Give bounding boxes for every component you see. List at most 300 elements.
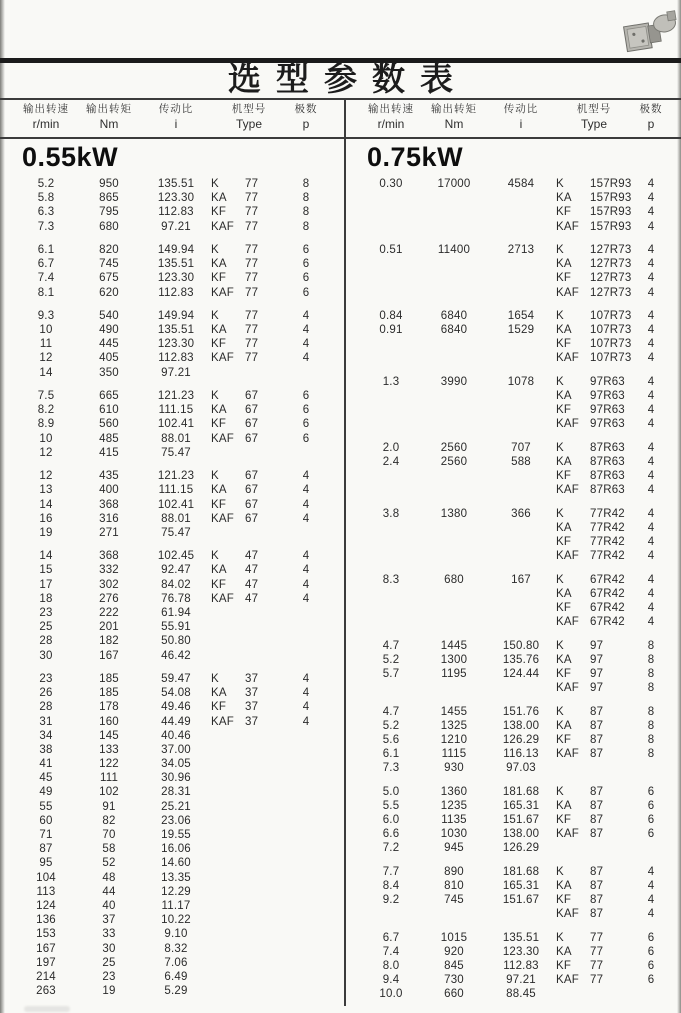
ratio-cell: 121.23: [157, 390, 195, 402]
type-cell: [211, 620, 245, 634]
table-row: [0, 417, 345, 431]
speed-cell: [360, 907, 422, 921]
table-row: [345, 257, 681, 271]
speed-cell: 95: [39, 857, 53, 870]
size-cell: [245, 842, 287, 856]
size-cell: 127R73: [590, 286, 632, 299]
speed-cell: 19: [39, 526, 53, 539]
size-cell: 37: [245, 715, 259, 728]
ratio-cell: 12.29: [161, 885, 191, 898]
type-cell: KF: [556, 667, 572, 680]
table-row: [345, 507, 681, 521]
table-row: [345, 799, 681, 813]
torque-cell: [422, 907, 486, 921]
speed-cell: 4.7: [382, 705, 400, 718]
table-row: [0, 592, 345, 606]
ratio-cell: 165.31: [502, 879, 540, 892]
torque-cell: 30: [102, 942, 116, 955]
ratio-cell: 112.83: [158, 286, 194, 299]
poles-cell: 6: [647, 931, 655, 944]
speed-cell: 7.4: [382, 945, 400, 958]
size-cell: [245, 446, 287, 460]
poles-cell: 4: [302, 338, 310, 351]
speed-cell: 55: [39, 800, 53, 813]
size-cell: 77R42: [590, 521, 625, 534]
torque-cell: 920: [444, 945, 464, 958]
table-row: [345, 601, 681, 615]
torque-cell: 680: [444, 573, 464, 586]
poles-cell: 4: [647, 338, 655, 351]
torque-cell: 730: [444, 974, 464, 987]
ratio-cell: 28.31: [161, 786, 191, 799]
torque-cell: 222: [99, 607, 119, 619]
type-cell: KA: [556, 799, 572, 812]
table-row: [345, 973, 681, 987]
size-cell: 97: [590, 682, 604, 695]
type-cell: KAF: [211, 286, 234, 299]
size-cell: 77: [245, 272, 259, 285]
speed-cell: 5.6: [382, 733, 400, 746]
size-cell: [245, 743, 287, 757]
table-row: [0, 913, 345, 927]
speed-cell: 31: [39, 715, 53, 728]
page-title: 选型参数表: [228, 60, 468, 97]
poles-cell: 6: [302, 404, 310, 417]
size-cell: 97R63: [590, 375, 625, 388]
type-cell: KAF: [556, 220, 579, 233]
speed-cell: 6.6: [382, 828, 400, 841]
size-cell: 97R63: [590, 404, 625, 417]
ratio-cell: 150.80: [502, 639, 540, 652]
ratio-cell: 138.00: [502, 719, 540, 732]
poles-cell: 4: [647, 178, 655, 190]
torque-cell: 133: [99, 743, 119, 756]
row-group: [345, 865, 681, 922]
speed-cell: 5.0: [382, 785, 400, 798]
poles-cell: [632, 987, 670, 1001]
size-cell: [245, 828, 287, 842]
poles-cell: [632, 761, 670, 775]
poles-cell: 4: [647, 404, 655, 417]
torque-cell: 185: [99, 672, 119, 685]
type-cell: [556, 841, 590, 855]
size-cell: 97R63: [590, 390, 625, 402]
header-torque-unit: Nm: [99, 117, 119, 131]
table-row: [345, 747, 681, 761]
torque-cell: 185: [99, 687, 119, 700]
table-row: [0, 469, 345, 483]
speed-cell: 7.2: [382, 842, 400, 855]
table-row: [345, 719, 681, 733]
table-row: [0, 871, 345, 885]
speed-cell: 71: [39, 829, 53, 841]
header-type: [211, 102, 287, 132]
table-row: [345, 945, 681, 959]
table-row: [345, 615, 681, 629]
table-row: [0, 828, 345, 842]
size-cell: [245, 785, 287, 799]
table-row: [345, 879, 681, 893]
table-row: [0, 899, 345, 913]
torque-cell: 145: [99, 729, 119, 742]
table-row: [0, 526, 345, 540]
speed-cell: 6.1: [382, 748, 400, 761]
torque-cell: 1360: [440, 785, 468, 798]
type-cell: [211, 366, 245, 380]
torque-cell: [422, 286, 486, 300]
torque-cell: 25: [102, 956, 116, 969]
poles-cell: [287, 942, 325, 956]
speed-cell: [360, 205, 422, 219]
table-row: [345, 639, 681, 653]
torque-cell: 945: [444, 842, 464, 855]
size-cell: 157R93: [590, 206, 632, 219]
type-cell: KF: [556, 602, 572, 614]
torque-cell: 810: [444, 879, 464, 892]
table-row: [345, 987, 681, 1001]
ratio-cell: [486, 220, 556, 234]
table-row: [0, 814, 345, 828]
size-cell: 77: [245, 206, 259, 219]
poles-cell: 4: [302, 498, 310, 511]
table-row: [0, 942, 345, 956]
torque-cell: 201: [99, 621, 119, 634]
size-cell: 77: [245, 178, 259, 190]
table-row: [0, 743, 345, 757]
ratio-cell: [486, 521, 556, 535]
type-cell: K: [211, 672, 219, 685]
header-type-unit: Type: [235, 117, 262, 131]
size-cell: 87R63: [590, 470, 625, 483]
table-row: [345, 389, 681, 403]
poles-cell: [287, 885, 325, 899]
poles-cell: 4: [647, 192, 655, 205]
size-cell: [245, 526, 287, 540]
torque-cell: 950: [99, 178, 119, 190]
ratio-cell: 25.21: [161, 800, 191, 813]
ratio-cell: 123.30: [157, 192, 195, 205]
size-cell: [590, 987, 632, 1001]
speed-cell: [360, 681, 422, 695]
size-cell: 87: [590, 828, 604, 841]
ratio-cell: 366: [511, 507, 531, 520]
table-header-left: [0, 102, 345, 132]
table-row: [0, 243, 345, 257]
size-cell: 87R63: [590, 455, 625, 468]
ratio-cell: 165.31: [502, 799, 540, 812]
speed-cell: [360, 417, 422, 431]
torque-cell: 865: [99, 192, 119, 205]
ratio-cell: 9.10: [164, 928, 188, 941]
ratio-cell: 149.94: [157, 309, 195, 322]
table-row: [345, 761, 681, 775]
type-cell: KF: [211, 701, 227, 714]
poles-cell: 4: [647, 879, 655, 892]
type-cell: [211, 856, 245, 870]
torque-cell: 890: [444, 865, 464, 878]
speed-cell: [360, 549, 422, 563]
size-cell: 127R73: [590, 258, 632, 271]
type-cell: KA: [556, 455, 572, 468]
speed-cell: 6.1: [37, 243, 55, 256]
ratio-cell: 34.05: [161, 758, 191, 771]
header-ratio: [141, 102, 211, 132]
torque-cell: [422, 337, 486, 351]
ratio-cell: [486, 351, 556, 365]
type-cell: K: [556, 705, 564, 718]
table-row: [345, 931, 681, 945]
table-body-left: [0, 177, 345, 998]
ratio-cell: 181.68: [502, 865, 540, 878]
speed-cell: 0.30: [379, 178, 403, 190]
table-row: [345, 177, 681, 191]
type-cell: KAF: [556, 828, 579, 841]
type-cell: [211, 956, 245, 970]
ratio-cell: 135.51: [157, 178, 195, 190]
torque-cell: [422, 271, 486, 285]
size-cell: 77: [245, 243, 259, 256]
type-cell: KF: [556, 470, 572, 483]
speed-cell: 23: [39, 607, 53, 619]
size-cell: [245, 729, 287, 743]
size-cell: 87: [590, 719, 604, 732]
type-cell: KAF: [211, 352, 234, 365]
table-row: [0, 220, 345, 234]
poles-cell: 4: [647, 484, 655, 497]
size-cell: [245, 984, 287, 998]
poles-cell: 8: [647, 748, 655, 761]
speed-cell: 14: [39, 498, 53, 511]
poles-cell: 8: [302, 192, 310, 205]
table-row: [0, 432, 345, 446]
size-cell: 77: [245, 309, 259, 322]
type-cell: [211, 606, 245, 620]
ratio-cell: 588: [511, 455, 531, 468]
table-row: [0, 483, 345, 497]
poles-cell: 4: [647, 550, 655, 563]
torque-cell: 1030: [440, 828, 468, 841]
poles-cell: 4: [647, 390, 655, 402]
table-row: [345, 573, 681, 587]
poles-cell: [287, 446, 325, 460]
size-cell: 77: [590, 960, 604, 973]
speed-cell: 5.2: [382, 653, 400, 666]
speed-cell: 30: [39, 649, 53, 662]
speed-cell: 0.91: [379, 324, 403, 337]
torque-cell: 11400: [437, 243, 471, 256]
ratio-cell: 55.91: [161, 621, 191, 634]
torque-cell: 1115: [441, 748, 467, 761]
poles-cell: 4: [647, 286, 655, 299]
table-row: [345, 827, 681, 841]
size-cell: [245, 913, 287, 927]
torque-cell: 19: [102, 985, 116, 998]
torque-cell: [422, 220, 486, 234]
type-cell: K: [211, 390, 219, 402]
table-row: [0, 549, 345, 563]
size-cell: 77: [245, 324, 259, 337]
size-cell: 87: [590, 733, 604, 746]
table-row: [0, 389, 345, 403]
type-cell: [211, 800, 245, 814]
torque-cell: 302: [99, 578, 119, 591]
torque-cell: 845: [444, 960, 464, 973]
table-row: [345, 733, 681, 747]
table-row: [0, 984, 345, 998]
speed-cell: 0.84: [379, 309, 403, 322]
torque-cell: 1325: [440, 719, 468, 732]
torque-cell: 167: [99, 649, 119, 662]
size-cell: 47: [245, 578, 259, 591]
ratio-cell: 4584: [507, 178, 535, 190]
torque-cell: 23: [102, 970, 116, 983]
table-row: [345, 417, 681, 431]
poles-cell: 6: [647, 785, 655, 798]
table-row: [345, 893, 681, 907]
speed-cell: 7.3: [382, 762, 400, 775]
poles-cell: 4: [647, 894, 655, 907]
size-cell: 87: [590, 814, 604, 826]
poles-cell: 4: [647, 375, 655, 388]
type-cell: KF: [211, 418, 227, 431]
speed-cell: [360, 587, 422, 601]
size-cell: 67R42: [590, 573, 625, 586]
header-torque: [77, 102, 141, 132]
poles-cell: [287, 899, 325, 913]
table-row: [0, 403, 345, 417]
ratio-cell: 135.51: [157, 258, 195, 271]
table-row: [0, 927, 345, 941]
table-row: [345, 705, 681, 719]
type-cell: KF: [556, 206, 572, 219]
poles-cell: 6: [302, 258, 310, 271]
poles-cell: 8: [647, 719, 655, 732]
type-cell: [211, 771, 245, 785]
row-group: [345, 309, 681, 366]
torque-cell: 82: [102, 814, 116, 827]
speed-cell: 11: [39, 338, 53, 351]
size-cell: 47: [245, 564, 259, 577]
poles-cell: 6: [647, 945, 655, 958]
poles-cell: [287, 757, 325, 771]
ratio-cell: 97.21: [161, 220, 191, 233]
poles-cell: 4: [647, 455, 655, 468]
speed-cell: 16: [39, 512, 53, 525]
poles-cell: 4: [647, 272, 655, 285]
type-cell: KAF: [556, 550, 579, 563]
torque-cell: 2560: [440, 455, 468, 468]
poles-cell: [287, 606, 325, 620]
header-speed-cn: 输出转速: [368, 103, 414, 115]
ratio-cell: [486, 601, 556, 615]
size-cell: 127R73: [590, 272, 632, 285]
speed-cell: 25: [39, 621, 53, 634]
size-cell: 67: [245, 498, 259, 511]
torque-cell: [422, 257, 486, 271]
poles-cell: 4: [647, 587, 655, 600]
poles-cell: 6: [302, 286, 310, 299]
header-speed-unit: r/min: [32, 117, 60, 131]
poles-cell: 4: [647, 616, 655, 629]
type-cell: [211, 927, 245, 941]
table-row: [345, 403, 681, 417]
ratio-cell: 37.00: [161, 743, 191, 756]
poles-cell: 8: [302, 178, 310, 190]
poles-cell: 8: [647, 639, 655, 652]
poles-cell: [287, 956, 325, 970]
poles-cell: 4: [647, 521, 655, 534]
row-group: [345, 785, 681, 856]
table-row: [0, 800, 345, 814]
poles-cell: 4: [647, 908, 655, 921]
ratio-cell: 97.21: [506, 974, 536, 987]
torque-cell: 6840: [440, 324, 468, 337]
table-row: [345, 907, 681, 921]
row-group: [345, 243, 681, 300]
torque-cell: 1235: [440, 799, 468, 812]
ratio-cell: 84.02: [161, 578, 191, 591]
speed-cell: 12: [39, 352, 53, 365]
torque-cell: 33: [102, 928, 116, 941]
type-cell: K: [211, 550, 219, 563]
ratio-cell: 8.32: [164, 942, 188, 955]
torque-cell: [422, 601, 486, 615]
type-cell: KF: [211, 206, 227, 219]
table-row: [0, 956, 345, 970]
table-row: [0, 563, 345, 577]
size-cell: 67: [245, 390, 259, 402]
poles-cell: [287, 814, 325, 828]
type-cell: [211, 913, 245, 927]
size-cell: [245, 970, 287, 984]
torque-cell: 350: [99, 366, 119, 379]
poles-cell: 4: [302, 592, 310, 605]
type-cell: KA: [211, 192, 227, 205]
speed-cell: 2.0: [382, 441, 400, 454]
size-cell: [590, 841, 632, 855]
torque-cell: 182: [99, 635, 119, 648]
speed-cell: 12: [39, 446, 53, 459]
speed-cell: 8.2: [37, 404, 55, 417]
row-group: [0, 549, 345, 663]
row-group: [345, 441, 681, 498]
speed-cell: 5.5: [382, 799, 400, 812]
type-cell: KA: [556, 879, 572, 892]
speed-cell: 136: [36, 914, 56, 927]
ratio-cell: 59.47: [161, 672, 191, 685]
torque-cell: 70: [102, 829, 116, 841]
speed-cell: 41: [39, 758, 53, 771]
table-row: [0, 205, 345, 219]
type-cell: K: [556, 178, 564, 190]
speed-cell: [360, 483, 422, 497]
header-top-rule: [0, 98, 681, 100]
table-row: [345, 841, 681, 855]
torque-cell: 122: [99, 758, 119, 771]
size-cell: 87R63: [590, 484, 625, 497]
type-cell: K: [556, 243, 564, 256]
poles-cell: 4: [302, 484, 310, 497]
table-row: [345, 286, 681, 300]
poles-cell: 8: [302, 220, 310, 233]
size-cell: 87: [590, 705, 604, 718]
size-cell: 77: [245, 258, 259, 271]
torque-cell: 415: [99, 446, 119, 459]
type-cell: KA: [211, 404, 227, 417]
poles-cell: 4: [647, 865, 655, 878]
torque-cell: 620: [99, 286, 119, 299]
type-cell: [211, 942, 245, 956]
